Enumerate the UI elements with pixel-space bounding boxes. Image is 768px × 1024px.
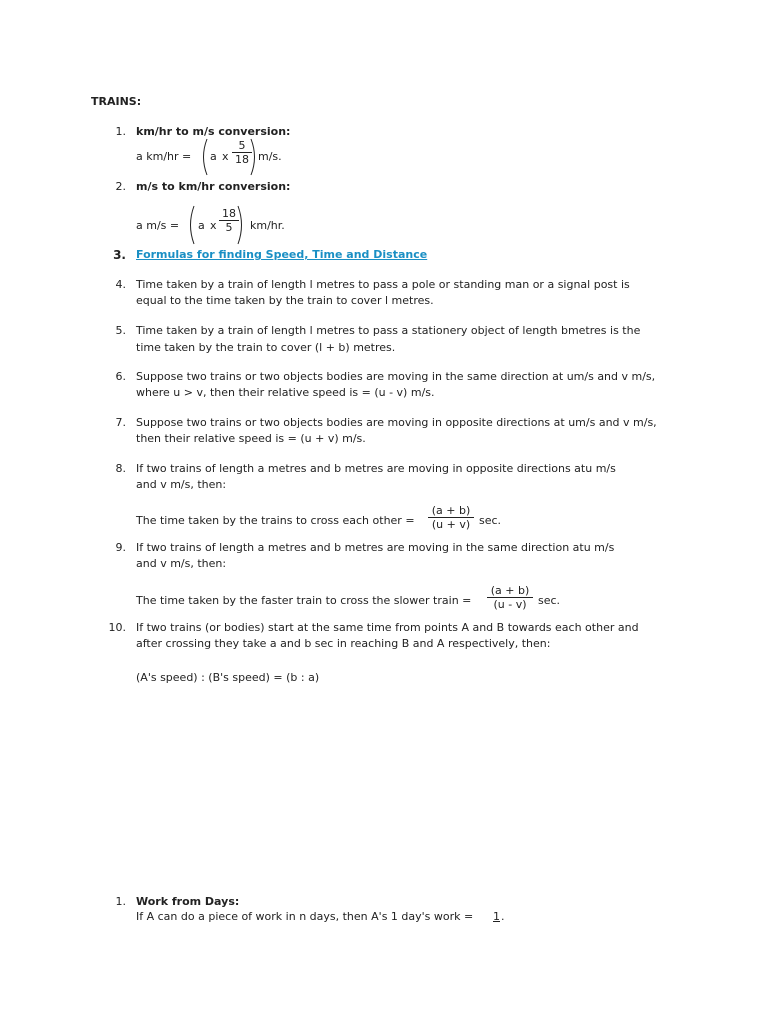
item-text: If two trains of length a metres and b metres are moving in the same direction atu m/s — [136, 541, 615, 554]
item-number: 7. — [115, 416, 126, 429]
item-text: and v m/s, then: — [136, 478, 227, 491]
sentence-period: . — [501, 910, 505, 923]
item-number: 6. — [115, 370, 126, 383]
left-parenthesis — [199, 138, 209, 176]
item-number: 2. — [115, 180, 126, 193]
item-text: Suppose two trains or two objects bodies are moving in the same direction at um/s and v m/s, — [136, 370, 656, 383]
item-number: 1. — [115, 895, 126, 908]
formula-prefix: The time taken by the trains to cross each other = — [136, 514, 415, 527]
formula-times: x — [222, 150, 229, 163]
item-text: where u > v, then their relative speed is = (u - v) m/s. — [136, 386, 435, 399]
item-number: 3. — [113, 248, 126, 262]
formulas-link[interactable]: Formulas for finding Speed, Time and Distance — [136, 248, 428, 261]
formula-prefix: a km/hr = — [136, 150, 192, 163]
item-text: equal to the time taken by the train to cover l metres. — [136, 294, 434, 307]
formula-times: x — [210, 219, 217, 232]
fraction-numerator: (a + b) — [431, 504, 471, 517]
item-text: If A can do a piece of work in n days, then A's 1 day's work = — [136, 910, 474, 923]
fraction-denominator: 18 — [235, 153, 249, 166]
item-number: 4. — [115, 278, 126, 291]
item-number: 5. — [115, 324, 126, 337]
item-title: Work from Days: — [136, 895, 240, 908]
formula-variable: a — [210, 150, 217, 163]
fraction-numerator: 1 — [493, 910, 500, 923]
formula-suffix: sec. — [538, 594, 561, 607]
item-title: m/s to km/hr conversion: — [136, 180, 291, 193]
item-text: time taken by the train to cover (l + b) metres. — [136, 341, 396, 354]
formula-suffix: m/s. — [258, 150, 282, 163]
section-heading: TRAINS: — [91, 95, 142, 108]
left-parenthesis — [186, 205, 196, 245]
fraction-denominator: (u + v) — [431, 518, 471, 531]
fraction-numerator: 18 — [222, 207, 236, 220]
fraction-denominator: 5 — [225, 221, 233, 234]
fraction-numerator: 5 — [238, 139, 246, 152]
formula-fraction — [428, 504, 474, 531]
item-text: Time taken by a train of length l metres to pass a stationery object of length bmetres is the — [136, 324, 641, 337]
item-text: after crossing they take a and b sec in reaching B and A respectively, then: — [136, 637, 551, 650]
formula-variable: a — [198, 219, 205, 232]
item-number: 8. — [115, 462, 126, 475]
formula-prefix: a m/s = — [136, 219, 180, 232]
item-text: (A's speed) : (B's speed) = (b : a) — [136, 671, 320, 684]
item-number: 9. — [115, 541, 126, 554]
item-text: then their relative speed is = (u + v) m/s. — [136, 432, 366, 445]
formula-suffix: sec. — [479, 514, 502, 527]
formula-suffix: km/hr. — [250, 219, 285, 232]
right-parenthesis — [236, 205, 246, 245]
item-text: If two trains (or bodies) start at the same time from points A and B towards each other and — [136, 621, 639, 634]
formula-fraction — [487, 584, 533, 611]
formula-prefix: The time taken by the faster train to cross the slower train = — [136, 594, 472, 607]
fraction-numerator: (a + b) — [490, 584, 530, 597]
item-text: If two trains of length a metres and b metres are moving in opposite directions atu m/s — [136, 462, 616, 475]
item-text: and v m/s, then: — [136, 557, 227, 570]
item-text: Time taken by a train of length l metres to pass a pole or standing man or a signal post is — [136, 278, 630, 291]
item-number: 10. — [108, 621, 126, 634]
item-title: km/hr to m/s conversion: — [136, 125, 291, 138]
fraction-denominator: (u - v) — [493, 598, 527, 611]
item-number: 1. — [115, 125, 126, 138]
item-text: Suppose two trains or two objects bodies are moving in opposite directions at um/s and v m/s, — [136, 416, 657, 429]
